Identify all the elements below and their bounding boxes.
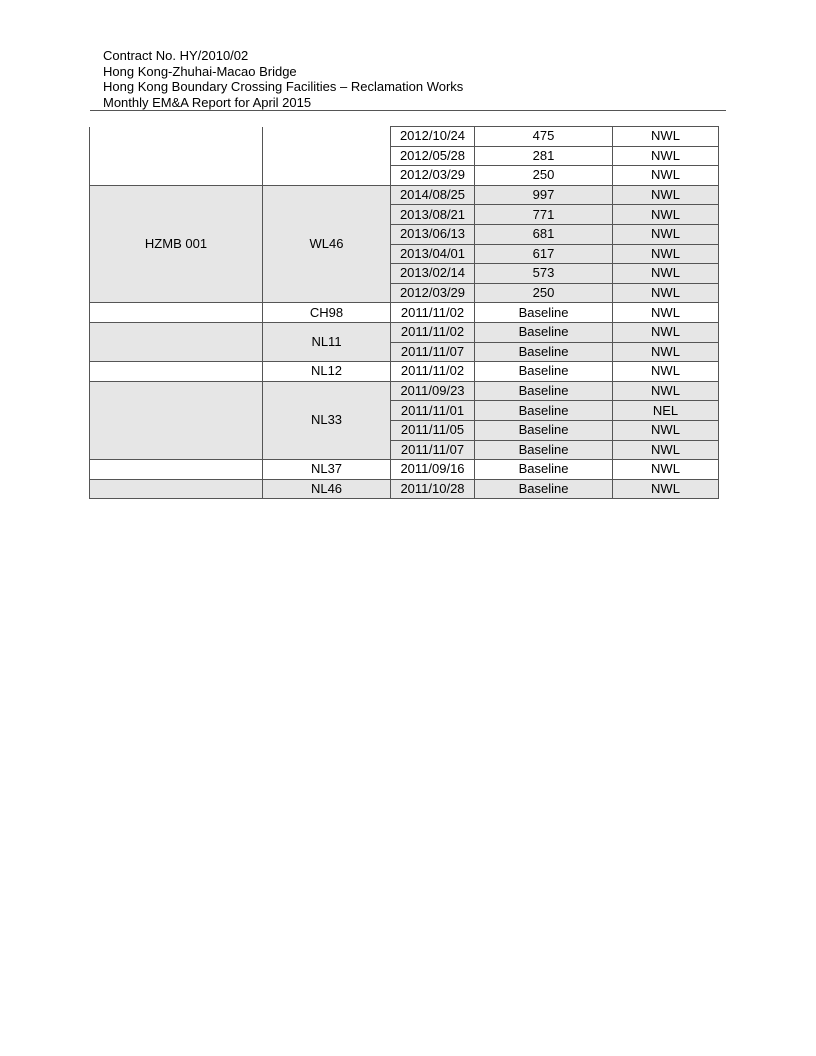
value-cell: 997	[475, 185, 613, 205]
date-cell: 2013/04/01	[391, 244, 475, 264]
value-cell: Baseline	[475, 401, 613, 421]
type-cell: NWL	[613, 185, 719, 205]
site-cell	[90, 479, 263, 499]
type-cell: NWL	[613, 264, 719, 284]
date-cell: 2011/11/02	[391, 303, 475, 323]
table-row	[90, 381, 719, 401]
type-cell: NWL	[613, 322, 719, 342]
station-cell: WL46	[263, 185, 391, 303]
station-cell: NL11	[263, 322, 391, 361]
date-cell: 2011/11/02	[391, 362, 475, 382]
date-cell: 2013/06/13	[391, 224, 475, 244]
table-row	[90, 322, 719, 342]
type-cell: NWL	[613, 420, 719, 440]
value-cell: 573	[475, 264, 613, 284]
type-cell: NWL	[613, 244, 719, 264]
site-cell	[90, 362, 263, 382]
table-row	[90, 362, 719, 382]
type-cell: NWL	[613, 283, 719, 303]
table-row	[90, 460, 719, 480]
value-cell: Baseline	[475, 479, 613, 499]
date-cell: 2011/10/28	[391, 479, 475, 499]
site-cell	[90, 381, 263, 459]
date-cell: 2011/09/16	[391, 460, 475, 480]
value-cell: 281	[475, 146, 613, 166]
value-cell: Baseline	[475, 381, 613, 401]
value-cell: 250	[475, 166, 613, 186]
date-cell: 2012/05/28	[391, 146, 475, 166]
station-cell: NL33	[263, 381, 391, 459]
value-cell: 771	[475, 205, 613, 225]
value-cell: Baseline	[475, 440, 613, 460]
type-cell: NWL	[613, 460, 719, 480]
header-divider	[90, 110, 726, 111]
table-row	[90, 127, 719, 147]
type-cell: NWL	[613, 362, 719, 382]
date-cell: 2013/08/21	[391, 205, 475, 225]
date-cell: 2011/11/02	[391, 322, 475, 342]
type-cell: NWL	[613, 205, 719, 225]
contract-number: Contract No. HY/2010/02	[103, 48, 249, 63]
station-cell	[263, 127, 391, 186]
type-cell: NWL	[613, 127, 719, 147]
value-cell: Baseline	[475, 303, 613, 323]
station-cell: CH98	[263, 303, 391, 323]
monitoring-table	[89, 126, 719, 499]
date-cell: 2014/08/25	[391, 185, 475, 205]
table-row	[90, 303, 719, 323]
date-cell: 2012/03/29	[391, 166, 475, 186]
value-cell: Baseline	[475, 420, 613, 440]
station-cell: NL12	[263, 362, 391, 382]
date-cell: 2011/11/05	[391, 420, 475, 440]
type-cell: NWL	[613, 479, 719, 499]
site-cell	[90, 127, 263, 186]
site-cell: HZMB 001	[90, 185, 263, 303]
type-cell: NWL	[613, 224, 719, 244]
report-title: Monthly EM&A Report for April 2015	[103, 94, 312, 110]
value-cell: 681	[475, 224, 613, 244]
date-cell: 2013/02/14	[391, 264, 475, 284]
value-cell: Baseline	[475, 322, 613, 342]
table-row	[90, 479, 719, 499]
type-cell: NWL	[613, 440, 719, 460]
date-cell: 2011/11/01	[391, 401, 475, 421]
date-cell: 2011/11/07	[391, 440, 475, 460]
value-cell: 250	[475, 283, 613, 303]
type-cell: NWL	[613, 381, 719, 401]
site-cell	[90, 460, 263, 480]
type-cell: NEL	[613, 401, 719, 421]
date-cell: 2011/09/23	[391, 381, 475, 401]
value-cell: 617	[475, 244, 613, 264]
type-cell: NWL	[613, 146, 719, 166]
facility-name: Hong Kong Boundary Crossing Facilities – Reclamation Works	[103, 79, 464, 94]
project-name: Hong Kong-Zhuhai-Macao Bridge	[103, 63, 297, 79]
type-cell: NWL	[613, 342, 719, 362]
station-cell: NL37	[263, 460, 391, 480]
value-cell: 475	[475, 127, 613, 147]
date-cell: 2012/10/24	[391, 127, 475, 147]
site-cell	[90, 322, 263, 361]
value-cell: Baseline	[475, 342, 613, 362]
table-row	[90, 185, 719, 205]
value-cell: Baseline	[475, 362, 613, 382]
value-cell: Baseline	[475, 460, 613, 480]
page-header	[103, 48, 463, 110]
station-cell: NL46	[263, 479, 391, 499]
type-cell: NWL	[613, 303, 719, 323]
site-cell	[90, 303, 263, 323]
type-cell: NWL	[613, 166, 719, 186]
date-cell: 2011/11/07	[391, 342, 475, 362]
date-cell: 2012/03/29	[391, 283, 475, 303]
